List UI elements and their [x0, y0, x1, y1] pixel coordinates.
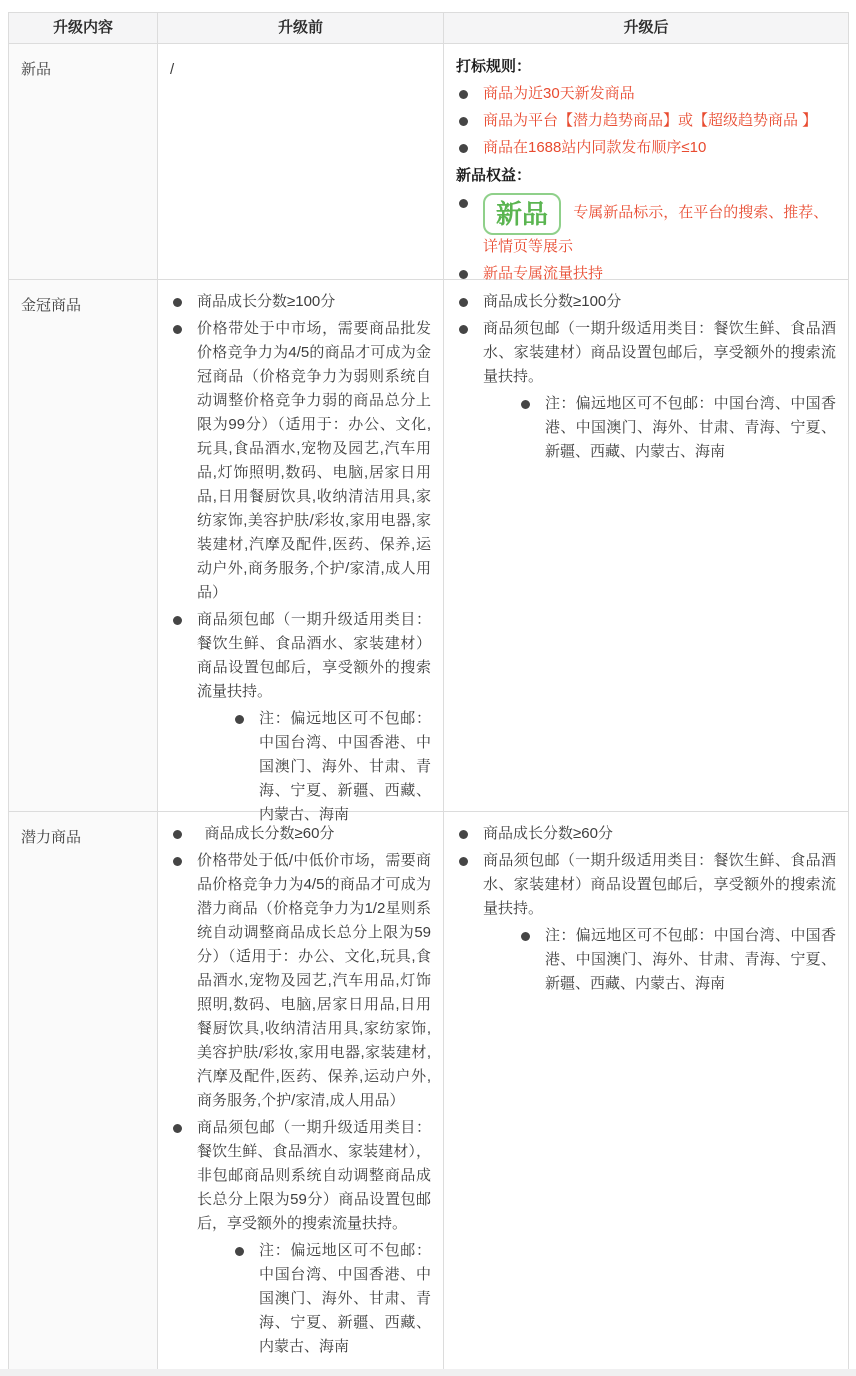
list-item: 商品须包邮（一期升级适用类目：餐饮生鲜、食品酒水、家装建材）商品设置包邮后，享受额外的搜索流量扶持。 — [456, 317, 836, 389]
new-product-benefits-heading: 新品权益： — [456, 167, 532, 184]
list-item: 商品须包邮（一期升级适用类目：餐饮生鲜、食品酒水、家装建材）商品设置包邮后，享受额外的搜索流量扶持。 — [456, 849, 836, 921]
slash-placeholder: / — [170, 61, 175, 78]
row-gold-crown-after — [443, 279, 848, 811]
list-item: 商品成长分数≥60分 — [170, 822, 431, 846]
list-item: 价格带处于中市场，需要商品批发价格竞争力为4/5的商品才可成为金冠商品（价格竞争力为弱则系统自动调整价格竞争力弱的商品总分上限为99分）（适用于：办公、文化,玩具,食品酒水,宠物及园艺,汽车用品,灯饰照明,数码、电脑,居家日用品,日用餐厨饮具,收纳清洁用具,家纺家饰,美容护肤/彩妆,家用电器,家装建材,汽摩及配件,医药、保养,运动户外,商务服务,个护/家清,成人用品） — [170, 317, 431, 605]
row-gold-crown-before — [157, 279, 443, 823]
list-item — [456, 191, 836, 259]
bullet-icon — [459, 298, 468, 307]
list-item: 价格带处于低/中低价市场，需要商品价格竞争力为4/5的商品才可成为潜力商品（价格竞争力为1/2星则系统自动调整商品成长总分上限为59分）（适用于：办公、文化,玩具,食品酒水,宠物及园艺,汽车用品,灯饰照明,数码、电脑,居家日用品,日用餐厨饮具,收纳清洁用具,家纺家饰,美容护肤/彩妆,家用电器,家装建材,汽摩及配件,医药、保养,运动户外,商务服务,个护/家清,成人用品） — [170, 849, 431, 1113]
bullet-icon — [459, 90, 468, 99]
list-item: 注：偏远地区可不包邮：中国台湾、中国香港、中国澳门、海外、甘肃、青海、宁夏、新疆、西藏、内蒙古、海南 — [232, 1239, 431, 1359]
header-before-upgrade: 升级前 — [157, 13, 443, 43]
list-item: 商品须包邮（一期升级适用类目：餐饮生鲜、食品酒水、家装建材），非包邮商品则系统自动调整商品成长总分上限为59分）商品设置包邮后，享受额外的搜索流量扶持。 — [170, 1116, 431, 1236]
header-upgrade-content: 升级内容 — [9, 13, 157, 43]
bullet-icon — [173, 298, 182, 307]
list-item: 商品须包邮（一期升级适用类目：餐饮生鲜、食品酒水、家装建材）商品设置包邮后，享受额外的搜索流量扶持。 — [170, 608, 431, 704]
row-potential-before — [157, 811, 443, 1369]
list-item: 注：偏远地区可不包邮：中国台湾、中国香港、中国澳门、海外、甘肃、青海、宁夏、新疆、西藏、内蒙古、海南 — [518, 924, 836, 996]
bullet-icon — [173, 1124, 182, 1133]
bullet-icon — [521, 400, 530, 409]
bullet-icon — [521, 932, 530, 941]
list-item: 新品专属流量扶持 — [456, 262, 836, 286]
list-item: 注：偏远地区可不包邮：中国台湾、中国香港、中国澳门、海外、甘肃、青海、宁夏、新疆、西藏、内蒙古、海南 — [232, 707, 431, 827]
remote-area-note-list — [518, 924, 836, 996]
bullet-icon — [173, 616, 182, 625]
bullet-icon — [459, 144, 468, 153]
marking-rules-list — [456, 82, 836, 160]
bullet-icon — [173, 325, 182, 334]
badge-description: 专属新品标示，在平台的搜索、推荐、详情页等展示 — [483, 203, 829, 255]
new-product-badge: 新品 — [483, 193, 561, 235]
list-item: 商品在1688站内同款发布顺序≤10 — [456, 136, 836, 160]
list-item: 商品为近30天新发商品 — [456, 82, 836, 106]
remote-area-note-list — [518, 392, 836, 464]
bullet-icon — [459, 117, 468, 126]
list-item: 商品成长分数≥100分 — [170, 290, 431, 314]
row-potential-after — [443, 811, 848, 1369]
header-after-upgrade: 升级后 — [443, 13, 848, 43]
bullet-icon — [459, 270, 468, 279]
bullet-icon — [459, 857, 468, 866]
bullet-icon — [459, 199, 468, 208]
row-new-product-before — [157, 43, 443, 279]
bullet-icon — [173, 830, 182, 839]
upgrade-rules-table — [8, 12, 849, 1370]
marking-rules-heading: 打标规则： — [456, 58, 532, 75]
bullet-icon — [459, 830, 468, 839]
remote-area-note-list — [232, 707, 431, 827]
row-new-product-name: 新品 — [9, 43, 157, 279]
bullet-icon — [235, 1247, 244, 1256]
remote-area-note-list — [232, 1239, 431, 1359]
bullet-icon — [235, 715, 244, 724]
list-item: 商品成长分数≥100分 — [456, 290, 836, 314]
list-item: 商品成长分数≥60分 — [456, 822, 836, 846]
row-potential-name: 潜力商品 — [9, 811, 157, 1369]
row-new-product-after — [443, 43, 848, 282]
bullet-icon — [459, 325, 468, 334]
list-item: 注：偏远地区可不包邮：中国台湾、中国香港、中国澳门、海外、甘肃、青海、宁夏、新疆、西藏、内蒙古、海南 — [518, 392, 836, 464]
page-bottom-strip — [0, 1369, 856, 1376]
row-gold-crown-name: 金冠商品 — [9, 279, 157, 811]
list-item: 商品为平台【潜力趋势商品】或【超级趋势商品 】 — [456, 109, 836, 133]
new-product-benefits-list — [456, 191, 836, 286]
bullet-icon — [173, 857, 182, 866]
